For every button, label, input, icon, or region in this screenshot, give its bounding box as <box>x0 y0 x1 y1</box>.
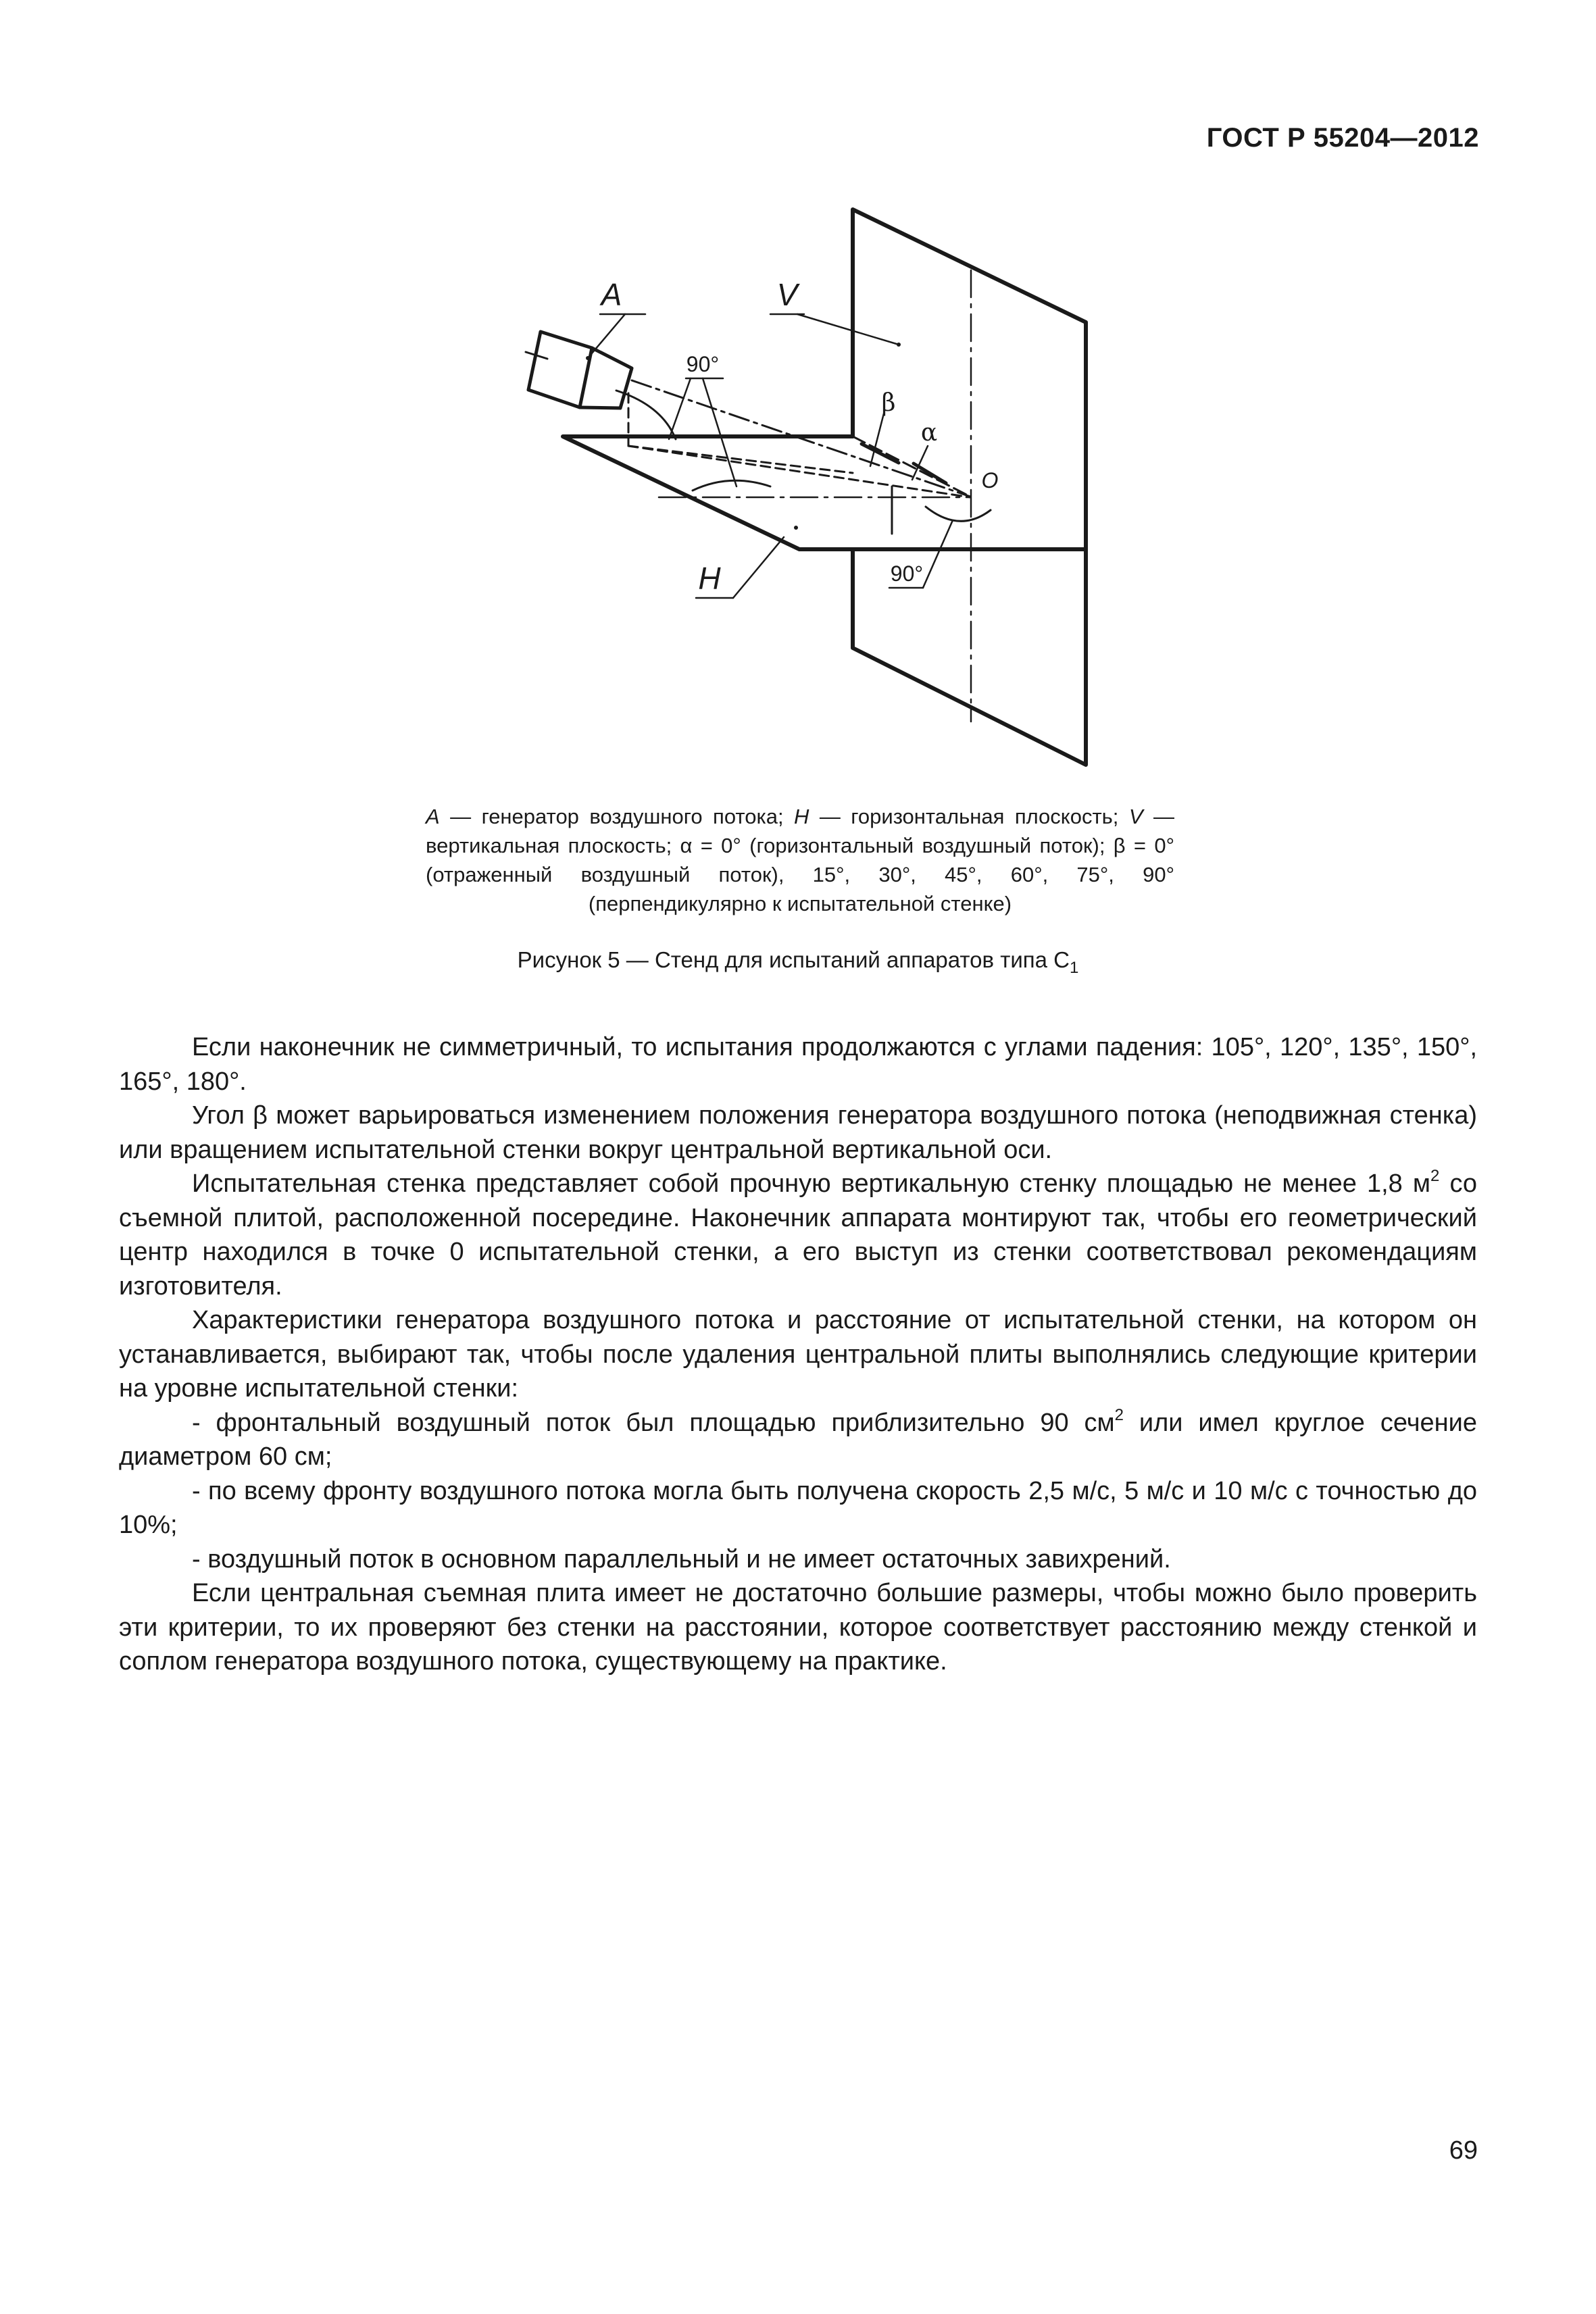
list-item-1-superscript: 2 <box>1114 1405 1124 1424</box>
leader-beta <box>870 413 884 466</box>
generator-dot <box>586 356 590 360</box>
paragraph-2: Угол β может варьироваться изменением положения генератора воздушного потока (неподвижная стенка) или вращением испытательной стенки вокруг центральной вертикальной оси. <box>119 1101 1477 1164</box>
list-item-1-start: - фронтальный воздушный поток был площадью приблизительно 90 см <box>192 1408 1115 1437</box>
caption-subscript: 1 <box>1069 959 1079 977</box>
label-90-bottom: 90° <box>890 561 924 586</box>
label-90-top: 90° <box>686 352 720 376</box>
body-text <box>119 1030 1477 1679</box>
figure-caption <box>0 947 1596 978</box>
test-stand-figure <box>500 203 1128 784</box>
projection-line-2 <box>628 446 970 497</box>
legend-text-v: — вертикальная плоскость; α = 0° (горизонтальный воздушный поток); β = 0° (отраженный воздушный поток), 15°, 30°, 45°, 60°, 75°, 90° (перпендикулярно к испытательной стенке) <box>426 805 1175 915</box>
paragraph-4: Характеристики генератора воздушного потока и расстояние от испытательной стенки, на котором он устанавливается, выбирают так, чтобы после удаления центральной плиты выполнялись следующие критерии на уровне испытательной стенки: <box>119 1306 1477 1403</box>
list-item-1-end: или имел круглое сечение диаметром 60 см; <box>119 1408 1477 1471</box>
v-plane-dot <box>897 343 901 347</box>
h-plane-dot <box>794 526 798 530</box>
list-item-1 <box>119 1406 1477 1474</box>
label-A: A <box>601 277 622 312</box>
paragraph-3 <box>119 1167 1477 1303</box>
label-V: V <box>776 277 798 312</box>
document-header: ГОСТ Р 55204—2012 <box>1206 123 1479 153</box>
legend-text-h: — горизонтальная плоскость; <box>809 805 1119 828</box>
legend-symbol-a: A <box>426 805 440 828</box>
projection-line-3 <box>628 446 853 473</box>
paragraph-1: Если наконечник не симметричный, то испытания продолжаются с углами падения: 105°, 120°, 135°, 150°, 165°, 180°. <box>119 1033 1477 1096</box>
leader-H <box>733 537 784 598</box>
leader-A <box>588 314 625 358</box>
label-H: H <box>698 561 721 596</box>
test-stand-diagram <box>500 203 1128 784</box>
generator-box <box>528 332 592 407</box>
leader-90-top-2 <box>703 378 737 486</box>
legend-symbol-h: H <box>794 805 809 828</box>
label-beta: β <box>881 389 896 417</box>
label-alpha: α <box>920 419 938 447</box>
leader-90-top-1 <box>669 378 691 439</box>
angle-arc-right <box>926 507 991 521</box>
leader-V <box>797 314 899 345</box>
paragraph-8: Если центральная съемная плита имеет не достаточно большие размеры, чтобы можно было проверить эти критерии, то их проверяют без стенки на расстоянии, которое соответствует расстоянию между стенкой и соплом генератора воздушного потока, существующему на практике. <box>119 1579 1477 1676</box>
legend-symbol-v: V <box>1128 805 1143 828</box>
paragraph-3-start: Испытательная стенка представляет собой прочную вертикальную стенку площадью не менее 1,8 м <box>192 1169 1430 1198</box>
list-item-3: - воздушный поток в основном параллельный и не имеет остаточных завихрений. <box>192 1544 1171 1574</box>
horizontal-plane-outline <box>563 436 1086 549</box>
list-item-2: - по всему фронту воздушного потока могла быть получена скорость 2,5 м/с, 5 м/с и 10 м/с с точностью до 10%; <box>119 1476 1477 1539</box>
paragraph-3-superscript: 2 <box>1430 1167 1440 1185</box>
vertical-plane-outline <box>853 209 1086 765</box>
caption-text: Рисунок 5 — Стенд для испытаний аппаратов типа С <box>517 947 1070 972</box>
page-number: 69 <box>1449 2136 1478 2165</box>
angle-arc-mid <box>693 480 770 491</box>
figure-legend <box>426 802 1174 918</box>
beta-segment <box>862 444 899 463</box>
legend-text-a: — генератор воздушного потока; <box>439 805 794 828</box>
angle-arc-top <box>616 391 676 439</box>
label-point-o: O <box>981 468 999 493</box>
leader-90-bottom <box>923 520 953 588</box>
paragraph-3-end: со съемной плитой, расположенной посередине. Наконечник аппарата монтируют так, чтобы его геометрический центр находился в точке 0 испытательной стенки, а его выступ из стенки соответствовал рекомендациям изготовителя. <box>119 1169 1478 1301</box>
